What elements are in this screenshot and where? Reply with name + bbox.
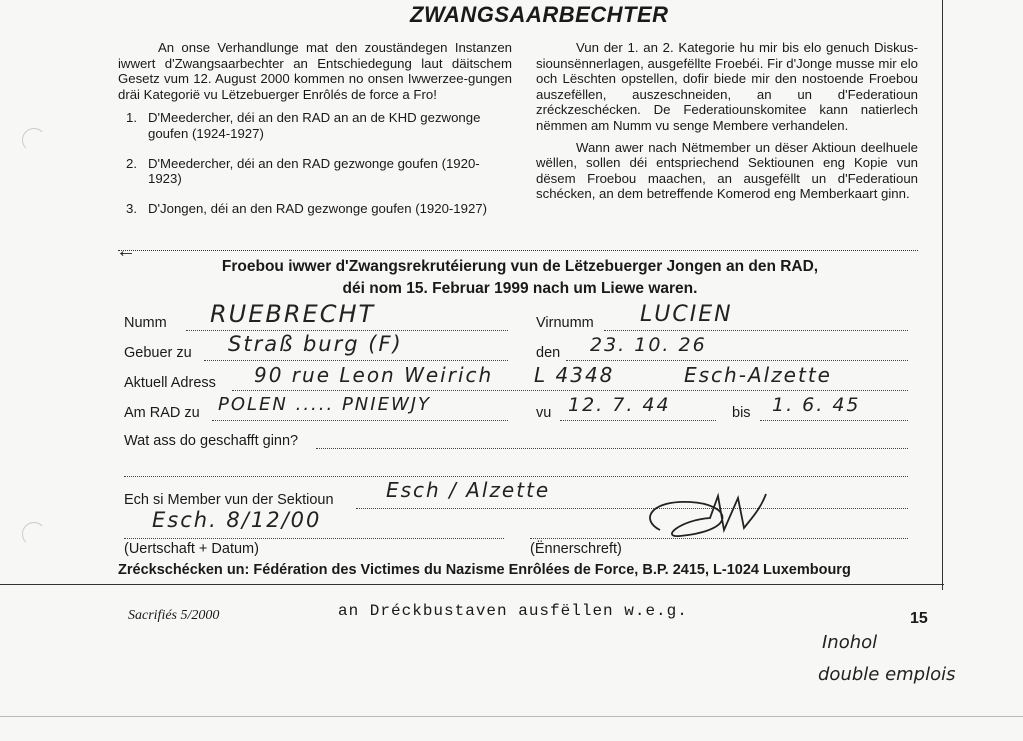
form-subheading: déi nom 15. Februar 1999 nach um Liewe waren.	[342, 280, 698, 297]
punch-hole-icon	[22, 128, 46, 152]
vu-field[interactable]	[560, 394, 716, 421]
scan-artifact-line	[0, 716, 1023, 717]
item-text: D'Meedercher, déi an den RAD gezwonge goufen (1920-1923)	[148, 155, 480, 187]
form-heading: Froebou iwwer d'Zwangsrekrutéierung vun de Lëtzebuerger Jongen an den RAD,	[221, 258, 819, 275]
wat-field[interactable]	[316, 430, 908, 449]
wat-field-line-2[interactable]	[124, 458, 908, 477]
vu-label: vu	[536, 405, 552, 421]
den-field[interactable]	[566, 334, 908, 361]
date-value: Esch. 8/12/00	[152, 508, 322, 532]
bis-field[interactable]	[760, 394, 908, 421]
item-number: 3.	[126, 200, 137, 216]
den-label: den	[536, 345, 561, 361]
item-number: 1.	[126, 110, 137, 126]
gebuer-label: Gebuer zu	[124, 345, 192, 361]
item-number: 2.	[126, 155, 137, 171]
adress-label: Aktuell Adress	[124, 375, 216, 391]
signature-icon	[620, 490, 770, 546]
item-text: D'Meedercher, déi an den RAD an an de KHD gezwonge goufen (1924-1927)	[148, 110, 481, 141]
list-item	[118, 201, 512, 217]
punch-hole-icon	[22, 522, 46, 546]
numm-value: RUEBRECHT	[210, 300, 376, 328]
rad-value: POLEN ..... PNIEWJY	[218, 394, 432, 415]
cut-line	[118, 250, 918, 251]
right-paragraph-1: Vun der 1. an 2. Kategorie hu mir bis elo genuch Diskus-siounsënnerlagen, ausgefëllte Froebéi. Fir d'Jonge musse mir elo och Lëschten opstellen, dofir biede mir den nostoende Froebou auszefëllen, auszeschneiden, an un d'Federatioun zréckzeschécken. De Federatiounskomitee kann natierlech nëmmen am Numm vu senge Membere verhandelen.	[536, 40, 918, 133]
vu-value: 12. 7. 44	[568, 394, 671, 416]
virnumm-field[interactable]	[604, 302, 908, 331]
date-field[interactable]	[124, 508, 504, 539]
member-label: Ech si Member vun der Sektioun	[124, 492, 334, 508]
virnumm-label: Virnumm	[536, 315, 594, 331]
rad-field[interactable]	[212, 394, 508, 421]
handwritten-note-2: double emplois	[818, 664, 956, 685]
return-address: Zréckschécken un: Fédération des Victimes du Nazisme Enrôlées de Force, B.P. 2415, L-1024 Luxembourg	[118, 562, 851, 578]
member-value: Esch / Alzette	[386, 478, 551, 502]
intro-paragraph: An onse Verhandlunge mat den zouständegen Instanzen iwwert d'Zwangsaarbechter an Entschiedegung laut däitschem Gesetz vum 12. August 2000 kommen no onsen Iwwerzee-gungen dräi Kategorië vu Lëtzebuerger Enrôlés de force a Fro!	[118, 40, 512, 102]
numm-field[interactable]	[186, 300, 508, 331]
magazine-ref: Sacrifiés 5/2000	[128, 608, 220, 623]
page-right-border	[942, 0, 943, 590]
adress-street-value: 90 rue Leon Weirich	[254, 363, 494, 387]
wat-label: Wat ass do geschafft ginn?	[124, 433, 299, 449]
adress-city-value: Esch-Alzette	[684, 363, 832, 387]
list-item	[118, 110, 512, 141]
page-title: ZWANGSAARBECHTER	[410, 2, 669, 27]
adress-field[interactable]	[232, 363, 908, 391]
ort-label: (Uertschaft + Datum)	[124, 541, 259, 557]
page-number: 15	[910, 610, 928, 627]
virnumm-value: LUCIEN	[640, 302, 733, 327]
rad-label: Am RAD zu	[124, 405, 200, 421]
right-paragraph-2: Wann awer nach Nëtmember un dëser Aktioun deelhuele wëllen, sollen déi entspriechend Sektiounen eng Kopie vun dësem Froebou maachen, an ausgefëllt un d'Federatioun schécken, an dem betreffende Komerod eng Memberkaart ginn.	[536, 139, 918, 202]
numm-label: Numm	[124, 315, 167, 331]
gebuer-field[interactable]	[204, 332, 508, 361]
bis-value: 1. 6. 45	[772, 394, 861, 416]
signature-label: (Ënnerschreft)	[530, 541, 622, 557]
list-item	[118, 156, 512, 187]
left-column	[118, 40, 512, 216]
right-column	[536, 40, 918, 202]
signature-field[interactable]	[530, 520, 908, 539]
page-bottom-border	[0, 584, 944, 585]
typed-instruction: an Dréckbustaven ausfëllen w.e.g.	[338, 602, 688, 620]
scissors-arrow-icon: ←	[116, 240, 136, 262]
handwritten-note-1: Inohol	[822, 632, 878, 653]
gebuer-value: Straß burg (F)	[228, 332, 403, 356]
den-value: 23. 10. 26	[590, 334, 707, 356]
adress-postal-value: L 4348	[534, 363, 615, 387]
bis-label: bis	[732, 405, 751, 421]
item-text: D'Jongen, déi an den RAD gezwonge goufen (1920-1927)	[148, 200, 488, 216]
